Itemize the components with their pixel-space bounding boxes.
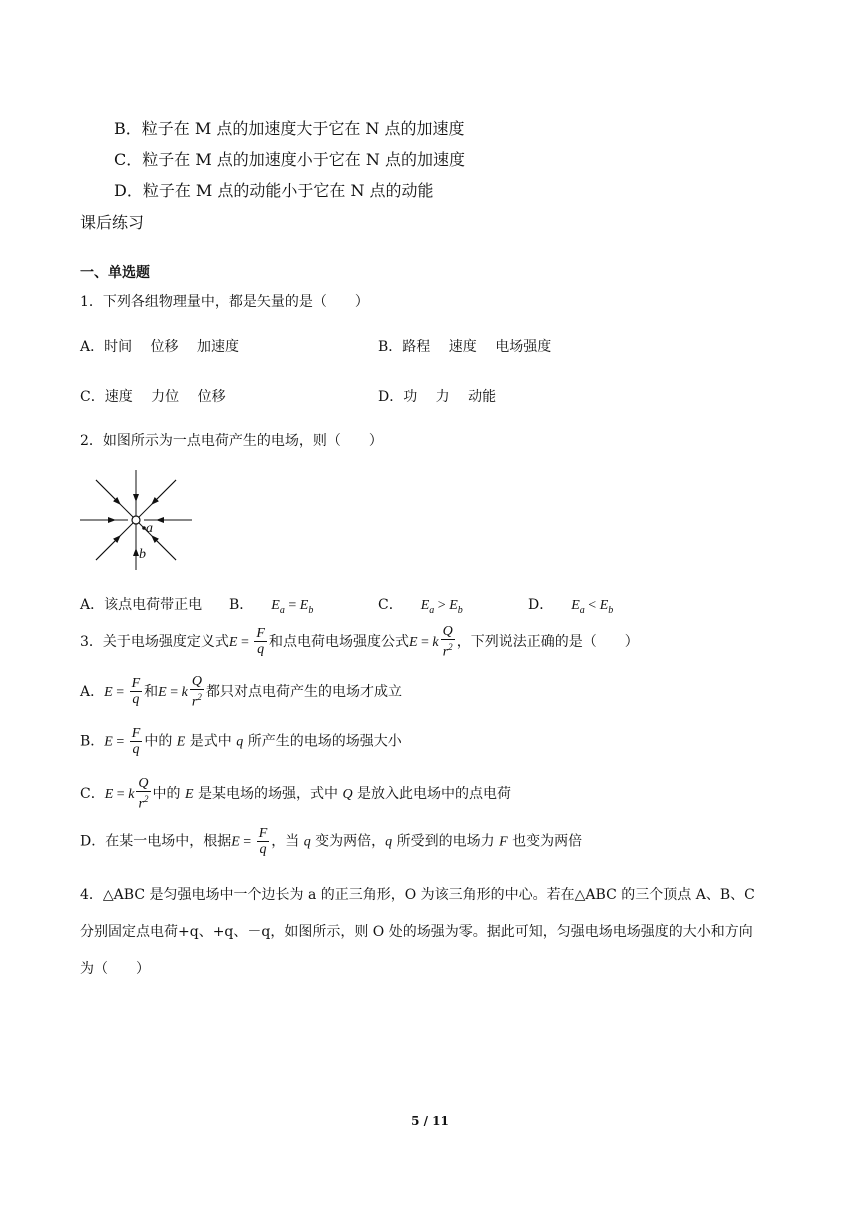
q4-line-1: 4．△ABC 是匀强电场中一个边长为 a 的正三角形，O 为该三角形的中心。若在△ABC 的三个顶点 A、B、C [80, 887, 755, 903]
q2-option-c: C． $E_a > E_b$ [378, 597, 463, 616]
prev-option-b: B．粒子在 M 点的加速度大于它在 N 点的加速度 [114, 119, 465, 138]
section-title: 课后练习 [80, 213, 145, 232]
q3-option-c: C．E = k $\frac{Q}{r^2}$ 中的 E 是某电场的场强，式中 Q 是放入此电场中的点电荷 [80, 776, 512, 812]
q3-option-b: B．E = $\frac{F}{q}$ 中的 E 是式中 q 所产生的电场的场强大小 [80, 726, 402, 757]
point-charge [132, 516, 140, 524]
q1-option-b: B．路程 速度 电场强度 [378, 339, 552, 355]
q2-option-b: B． $E_a = E_b$ [229, 597, 314, 616]
page-number: 5 / 11 [411, 1114, 449, 1128]
field-lines-diagram [78, 470, 194, 570]
field-line-top-right-arrow [154, 480, 176, 502]
q2-option-a: A．该点电荷带正电 [80, 597, 203, 613]
section-heading: 一、单选题 [80, 265, 150, 281]
field-line-bottom-left-arrow [96, 538, 118, 560]
q4-line-3: 为（ ） [80, 961, 150, 977]
q3-stem: 3．关于电场强度定义式E = $\frac{F}{q}$ 和点电荷电场强度公式E = k $\frac{Q}{r^2}$ ，下列说法正确的是（ ） [80, 624, 639, 660]
q4-line-2: 分别固定点电荷+q、+q、－q，如图所示，则 O 处的场强为零。据此可知，匀强电场电场强度的大小和方向 [80, 924, 753, 940]
q3-option-d: D．在某一电场中，根据E = $\frac{F}{q}$ ，当 q 变为两倍，q 所受到的电场力 F 也变为两倍 [80, 826, 583, 857]
label-b: b [139, 547, 146, 562]
q1-option-a: A．时间 位移 加速度 [80, 339, 240, 355]
q2-stem: 2．如图所示为一点电荷产生的电场，则（ ） [80, 433, 383, 449]
point-b [134, 552, 138, 556]
label-a: a [146, 521, 153, 536]
q1-option-d: D．功 力 动能 [378, 389, 497, 405]
q3-option-a: A．E = $\frac{F}{q}$ 和E = k $\frac{Q}{r^2}$ 都只对点电荷产生的电场才成立 [80, 674, 402, 710]
prev-option-d: D．粒子在 M 点的动能小于它在 N 点的动能 [114, 181, 434, 200]
prev-option-c: C．粒子在 M 点的加速度小于它在 N 点的加速度 [114, 150, 465, 169]
q1-option-c: C．速度 力位 位移 [80, 389, 226, 405]
q1-stem: 1．下列各组物理量中，都是矢量的是（ ） [80, 294, 369, 310]
field-line-top-left-arrow [96, 480, 118, 502]
field-line-bottom-right-arrow [154, 538, 176, 560]
q2-option-d: D． $E_a < E_b$ [528, 597, 614, 616]
